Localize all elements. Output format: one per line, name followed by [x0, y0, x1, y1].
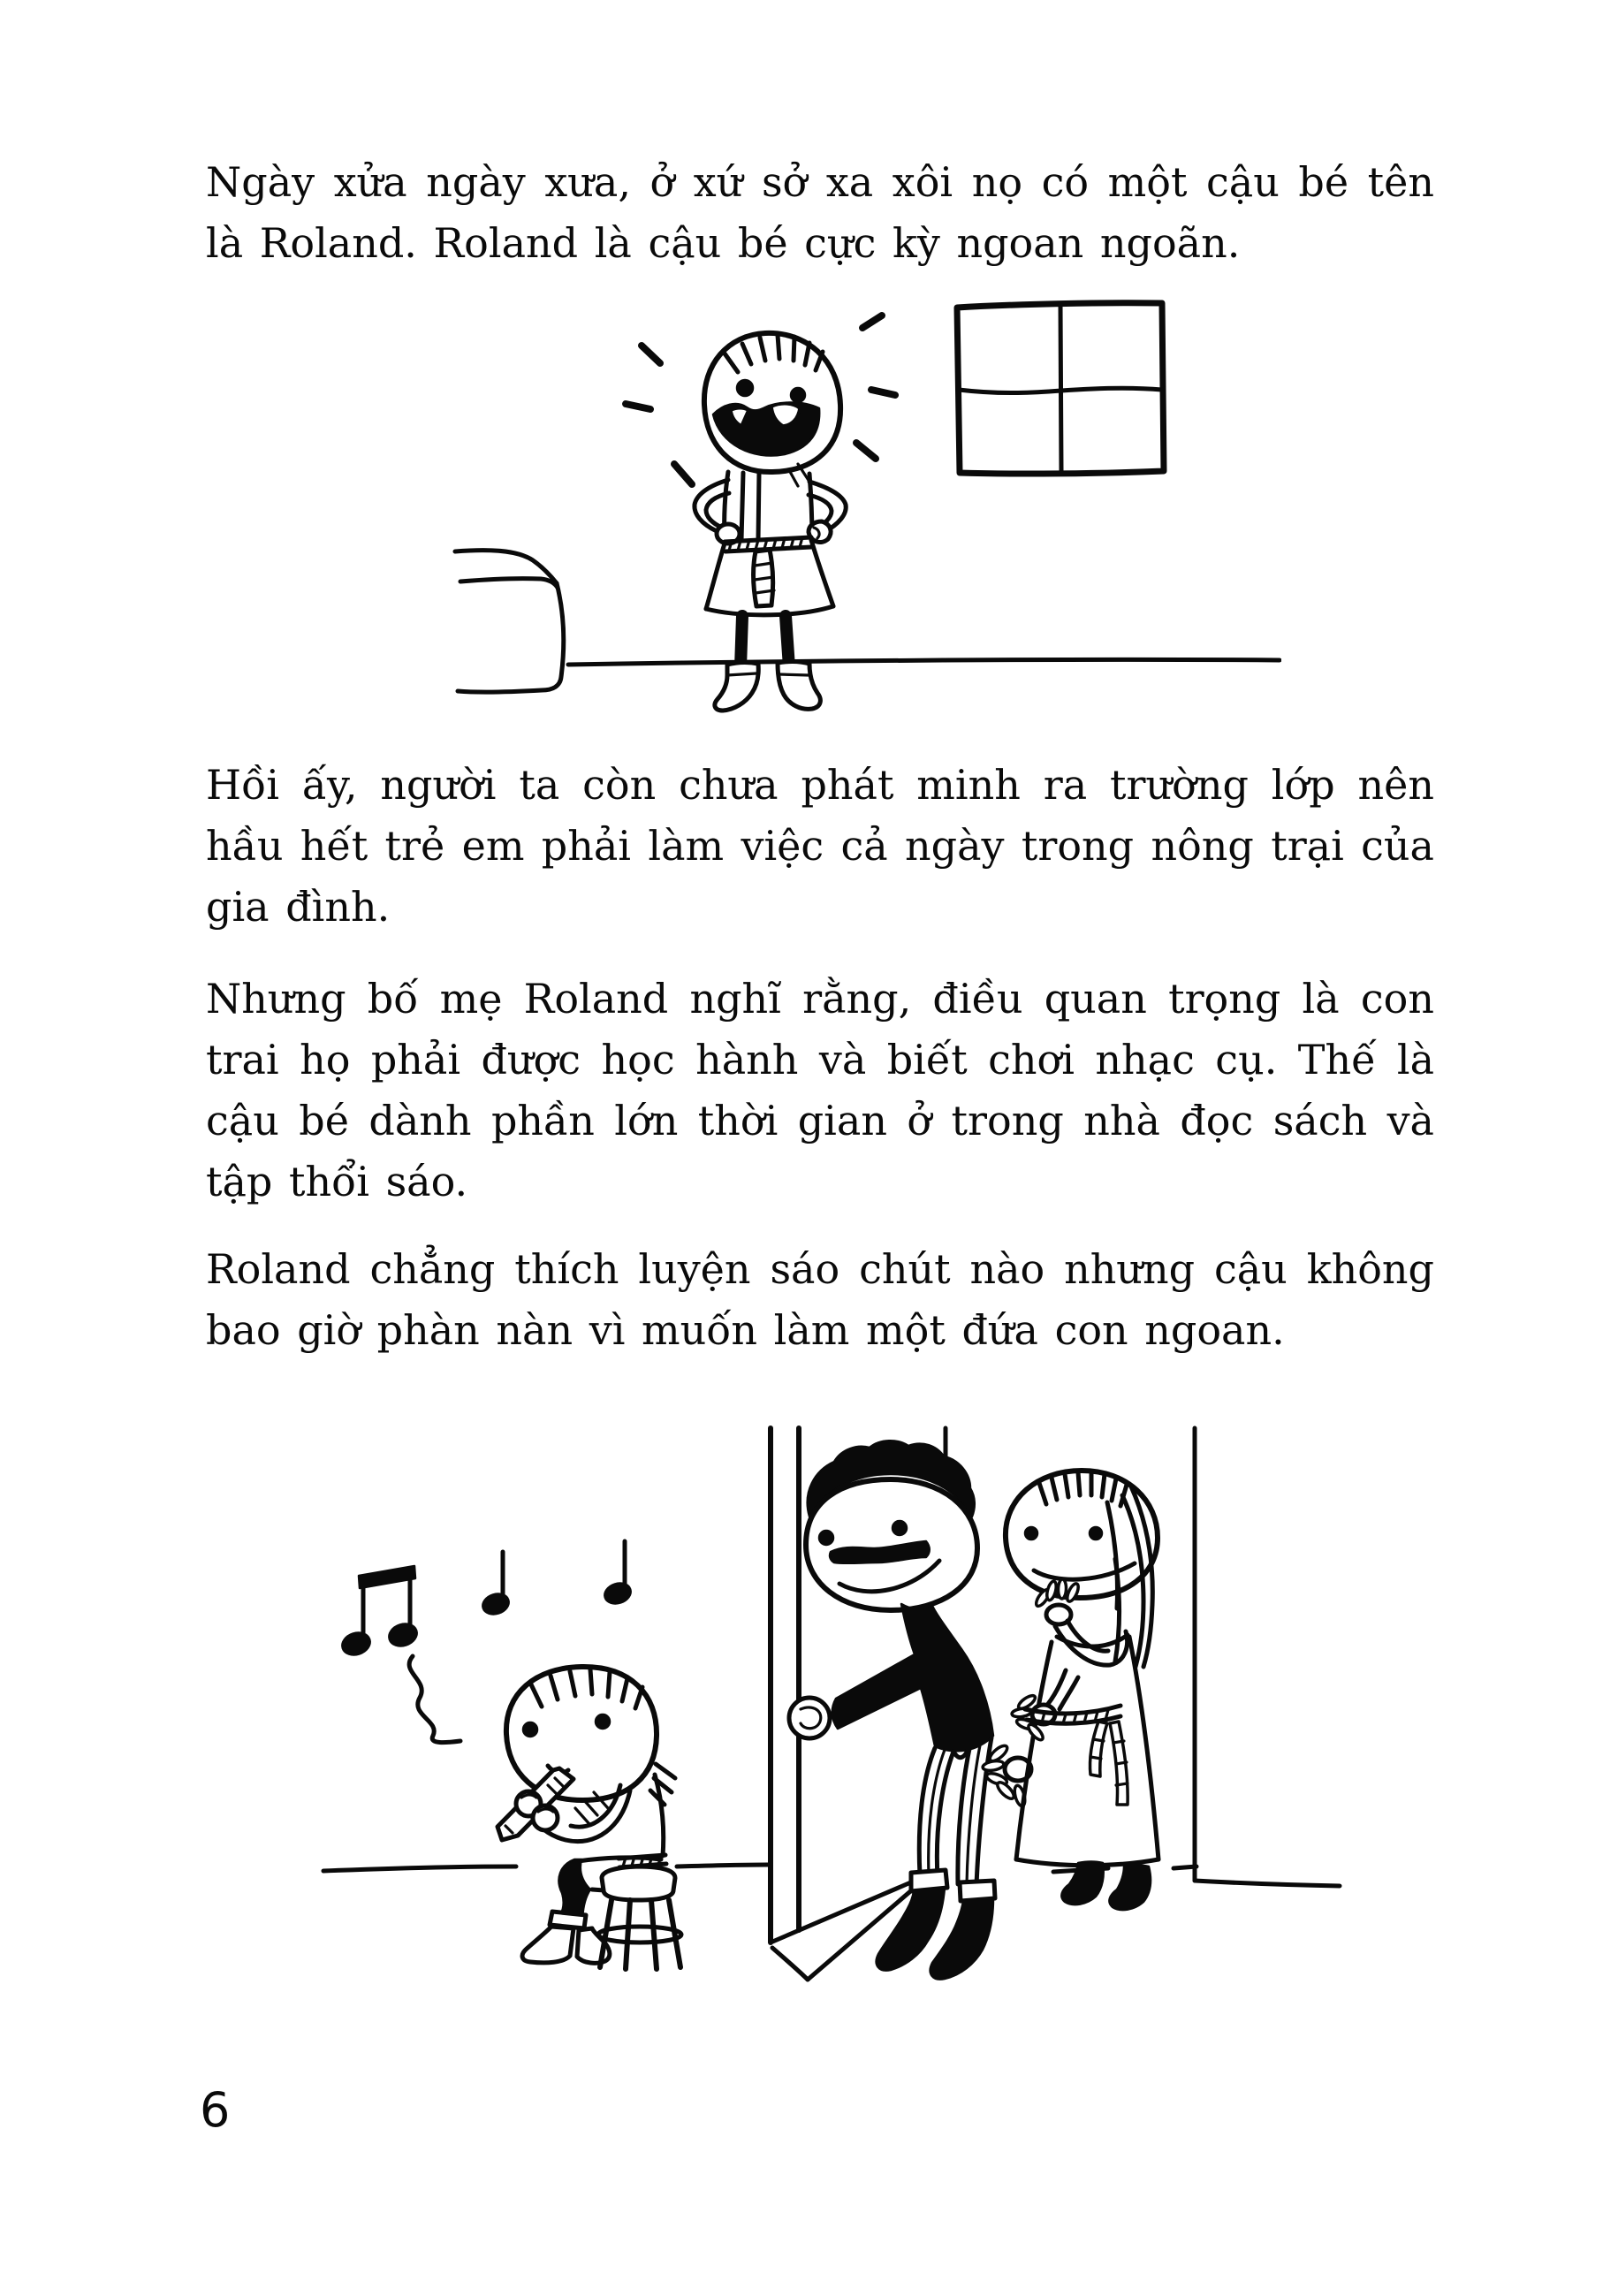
- illustration-roland-recorder-parents: [305, 1425, 1343, 1997]
- paragraph-1: Ngày xửa ngày xưa, ở xứ sở xa xôi nọ có một cậu bé tên là Roland. Roland là cậu bé cực kỳ ngoan ngoãn.: [206, 158, 1434, 267]
- paragraph-4: Roland chẳng thích luyện sáo chút nào nhưng cậu không bao giờ phàn nàn vì muốn làm một đứa con ngoan.: [206, 1245, 1434, 1354]
- father-figure: [789, 1441, 1031, 1979]
- roland-recorder-figure: [498, 1667, 675, 1963]
- paragraph-3: Nhưng bố mẹ Roland nghĩ rằng, điều quan trọng là con trai họ phải được học hành và biết chơi nhạc cụ. Thế là cậu bé dành phần lớn thời gian ở trong nhà đọc sách và tập thổi sáo.: [206, 975, 1434, 1205]
- mother-chin-hand: [1034, 1579, 1081, 1624]
- music-notes: [339, 1541, 634, 1743]
- window-drawing: [957, 303, 1164, 474]
- floor-line: [568, 659, 1280, 665]
- paragraph-2: Hồi ấy, người ta còn chưa phát minh ra trường lớp nên hầu hết trẻ em phải làm việc cả ngày trong nông trại của gia đình.: [206, 761, 1434, 931]
- bed-drawing: [455, 551, 564, 693]
- page-number: 6: [200, 2082, 231, 2138]
- illustration-roland-standing: [389, 292, 1281, 716]
- mother-figure: [1006, 1471, 1158, 1910]
- roland-figure: [695, 333, 846, 711]
